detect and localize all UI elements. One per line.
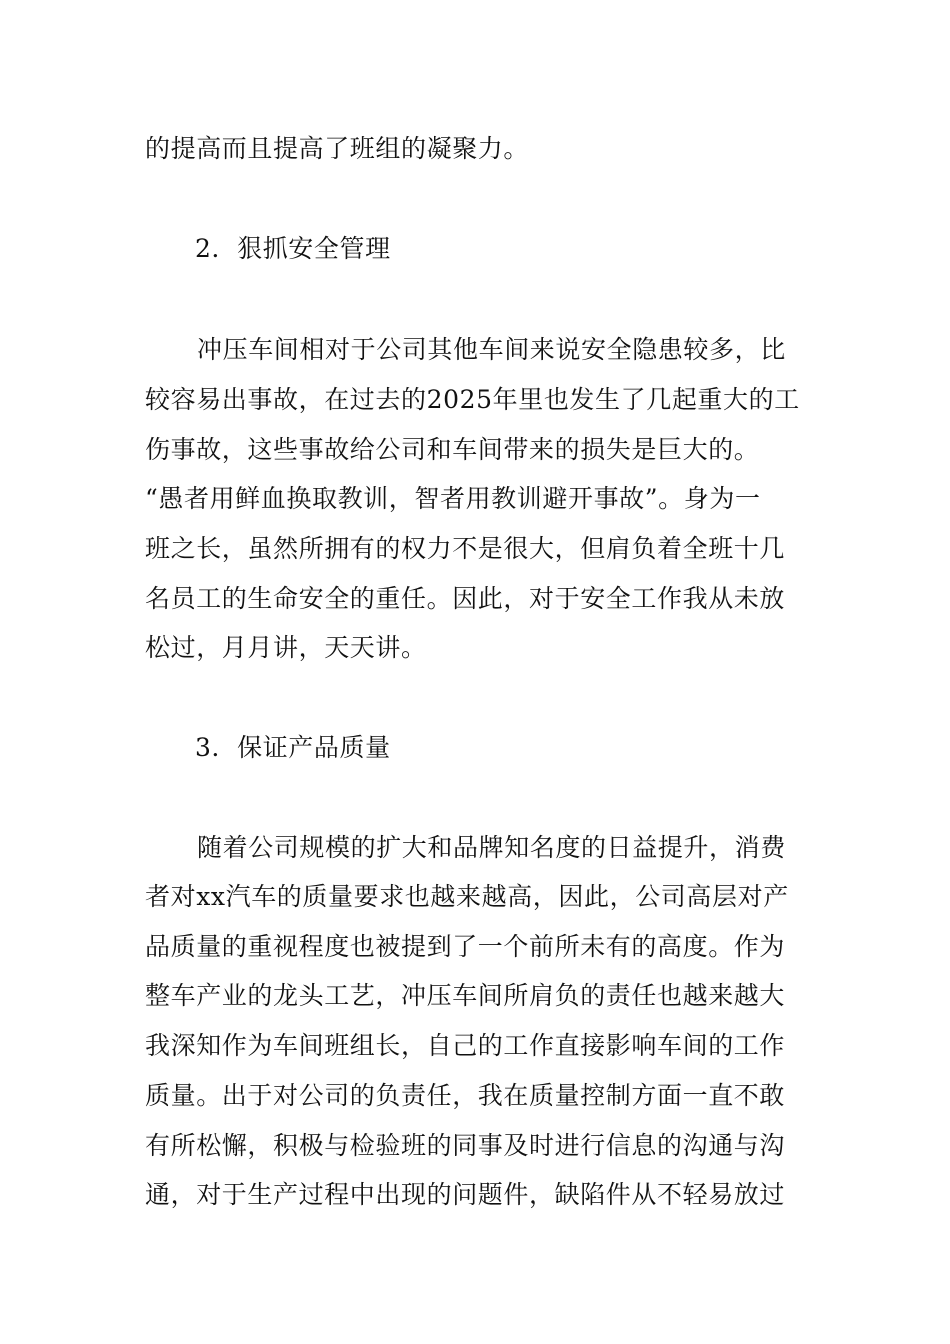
paragraph-line: 较容易出事故，在过去的2025年里也发生了几起重大的工	[145, 385, 800, 414]
paragraph-line: 随着公司规模的扩大和品牌知名度的日益提升，消费	[197, 833, 786, 862]
section-3-heading: 3．保证产品质量	[195, 733, 391, 762]
intro-line: 的提高而且提高了班组的凝聚力。	[145, 134, 530, 163]
paragraph-line: 品质量的重视程度也被提到了一个前所未有的高度。作为	[145, 932, 786, 961]
paragraph-line: 我深知作为车间班组长，自己的工作直接影响车间的工作	[145, 1031, 786, 1060]
paragraph-line: 名员工的生命安全的重任。因此，对于安全工作我从未放	[145, 584, 786, 613]
paragraph-line: 质量。出于对公司的负责任，我在质量控制方面一直不敢	[145, 1081, 786, 1110]
paragraph-line: 伤事故，这些事故给公司和车间带来的损失是巨大的。	[145, 435, 760, 464]
paragraph-line: 者对xx汽车的质量要求也越来越高，因此，公司高层对产	[145, 882, 789, 911]
paragraph-line: 有所松懈，积极与检验班的同事及时进行信息的沟通与沟	[145, 1131, 786, 1160]
section-2-heading: 2．狠抓安全管理	[195, 234, 391, 263]
paragraph-line: 通，对于生产过程中出现的问题件，缺陷件从不轻易放过	[145, 1180, 786, 1209]
paragraph-line: “愚者用鲜血换取教训，智者用教训避开事故”。身为一	[145, 484, 761, 513]
paragraph-line: 整车产业的龙头工艺，冲压车间所肩负的责任也越来越大	[145, 981, 786, 1010]
paragraph-line: 班之长，虽然所拥有的权力不是很大，但肩负着全班十几	[145, 534, 786, 563]
paragraph-line: 冲压车间相对于公司其他车间来说安全隐患较多，比	[197, 335, 786, 364]
paragraph-line: 松过，月月讲，天天讲。	[145, 633, 427, 662]
